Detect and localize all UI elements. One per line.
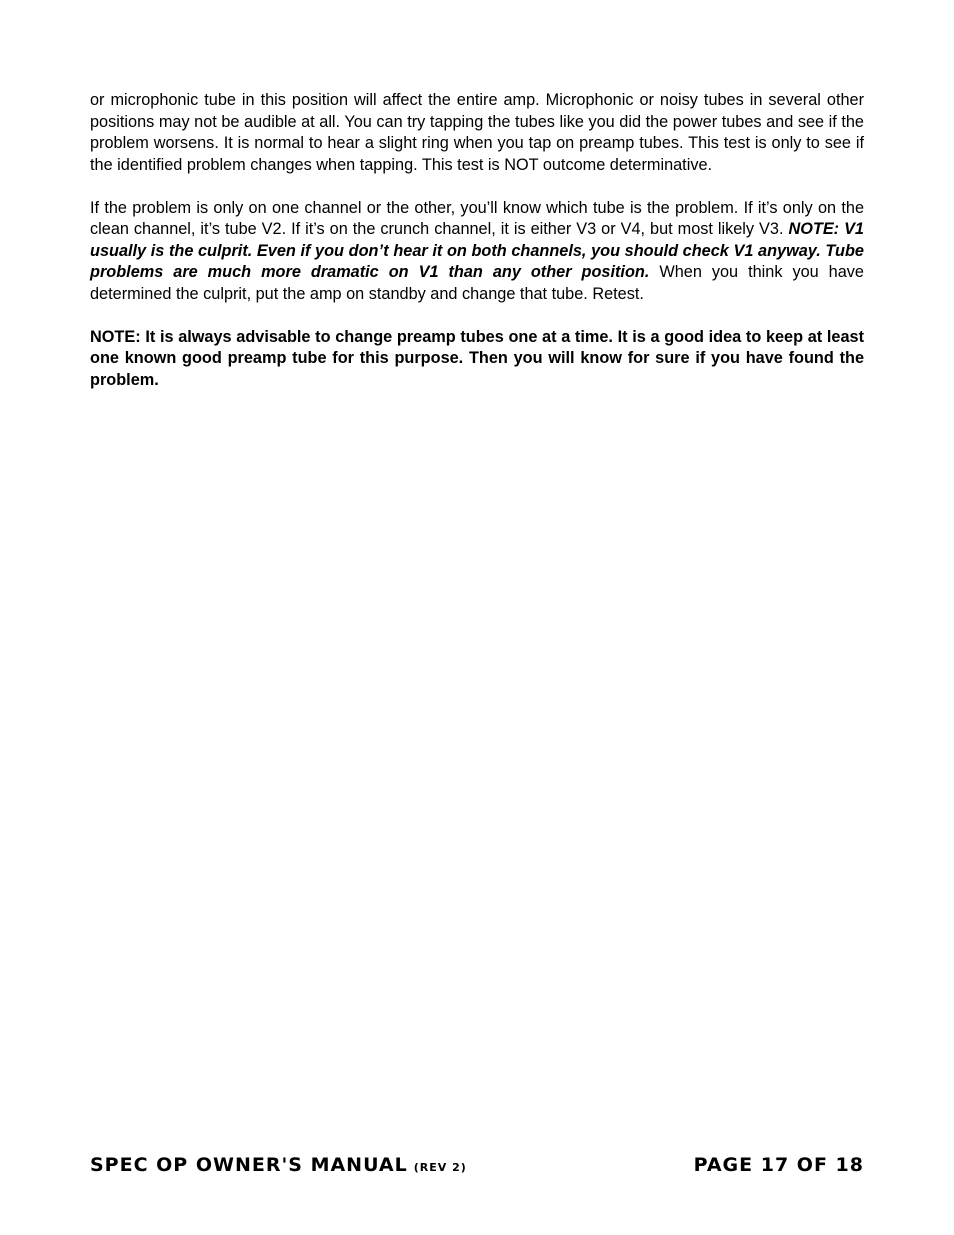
page-footer xyxy=(90,1152,864,1178)
paragraph-channel-diagnosis-end: When you think you have determined the culprit, put the amp on standby and change that tube. Retest. xyxy=(90,263,864,303)
paragraph-microphonic-tubes: or microphonic tube in this position will affect the entire amp. Microphonic or noisy tubes in several other positions may not be audible at all. You can try tapping the tubes like you did the power tubes and see if the problem worsens. It is normal to hear a slight ring when you tap on preamp tubes. This test is only to see if the identified problem changes when tapping. This test is NOT outcome determinative. xyxy=(90,91,864,174)
preamp-tube-note: NOTE: It is always advisable to change preamp tubes one at a time. It is a good idea to keep at least one known good preamp tube for this purpose. Then you will know for sure if you have found the problem. xyxy=(90,327,864,389)
paragraph-channel-diagnosis-text: If the problem is only on one channel or the other, you’ll know which tube is the problem. If it’s only on the clean channel, it’s tube V2. If it’s on the crunch channel, it is either V3 or V4, but most likely V3. xyxy=(90,198,864,238)
revision-label: (REV 2) xyxy=(413,1161,467,1174)
page-content xyxy=(90,90,864,413)
footer-manual-title xyxy=(90,1154,467,1176)
v1-culprit-note: NOTE: V1 usually is the culprit. Even if you don’t hear it on both channels, you should check V1 anyway. Tube problems are much more dramatic on V1 than any other position. xyxy=(90,220,864,281)
paragraph-channel-diagnosis xyxy=(90,198,864,306)
page-number: PAGE 17 OF 18 xyxy=(693,1154,864,1176)
manual-title: SPEC OP OWNER'S MANUAL xyxy=(90,1154,408,1176)
